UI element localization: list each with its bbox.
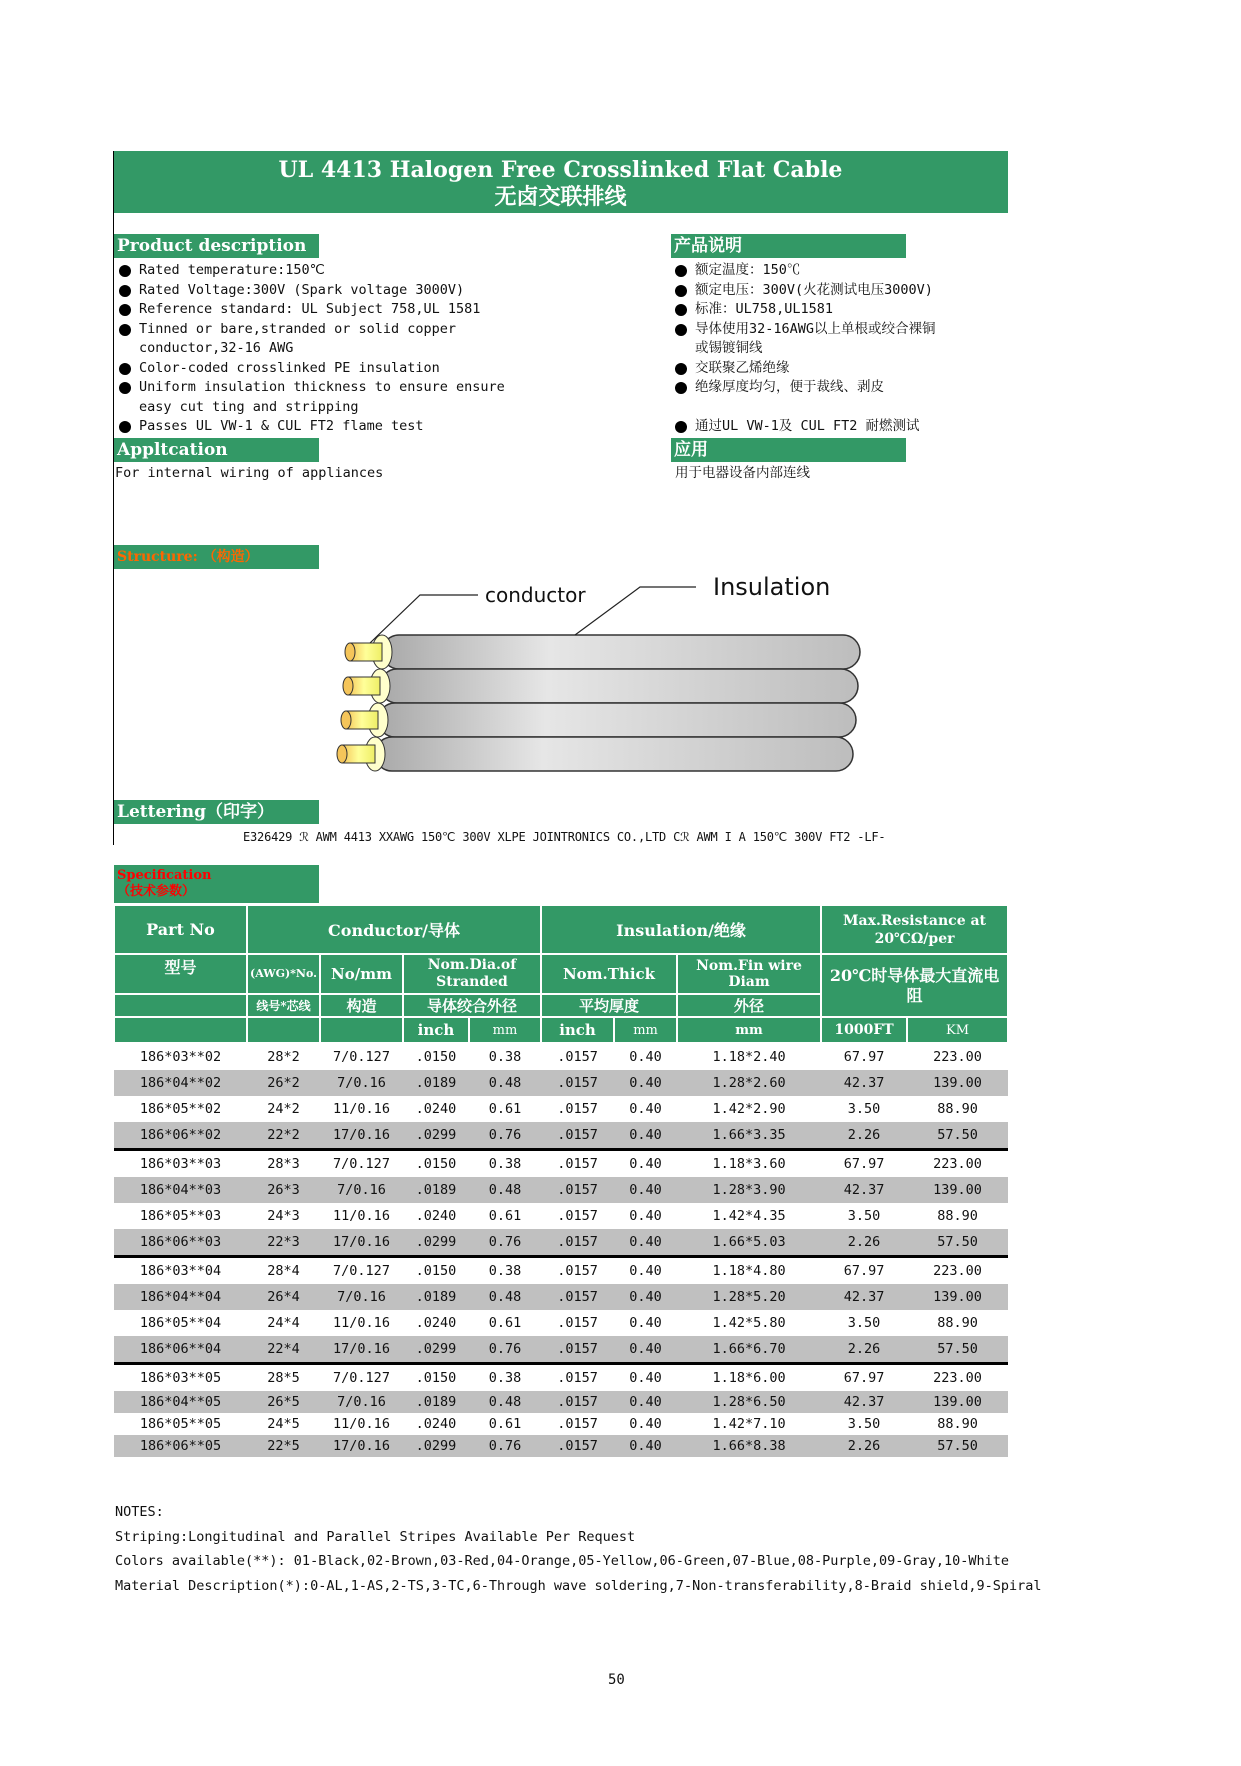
list-item-text: Rated Voltage:300V (Spark voltage 3000V)	[139, 281, 465, 298]
cell-part-no: 186*03**04	[139, 1263, 222, 1279]
cell-res-1000ft: 2.26	[821, 1435, 907, 1457]
table-row	[114, 1043, 1008, 1070]
cell-thick-inch: .0157	[557, 1416, 598, 1432]
table-row	[114, 1284, 1008, 1310]
cell-thick-inch: .0157	[541, 1070, 614, 1096]
cell-dia-inch: .0150	[415, 1156, 457, 1172]
cell-dia-mm: 0.38	[488, 1263, 522, 1279]
list-item-continuation: conductor,32-16 AWG	[139, 340, 294, 356]
structure-heading: Structure: （构造）	[114, 545, 319, 569]
application-heading: Appltcation	[114, 438, 319, 462]
cell-fin-diam: 1.28*3.90	[677, 1177, 821, 1203]
cell-dia-mm: 0.48	[469, 1391, 541, 1413]
cell-construction: 7/0.127	[333, 1263, 390, 1279]
col-nom-fin-cn: 外径	[677, 994, 821, 1017]
cell-thick-inch: .0157	[557, 1208, 598, 1224]
cell-dia-mm: 0.38	[488, 1156, 522, 1172]
list-item	[115, 359, 545, 379]
page-title-bar	[113, 151, 1008, 213]
cell-thick-inch: .0157	[557, 1101, 598, 1117]
specification-heading-cn: （技术参数）	[117, 884, 196, 899]
table-row	[114, 1203, 1008, 1229]
cell-awg-no: 22*2	[247, 1122, 320, 1150]
list-item-continuation: easy cut ting and stripping	[139, 398, 359, 415]
cell-dia-mm: 0.38	[488, 1370, 522, 1386]
cell-construction: 11/0.16	[333, 1208, 390, 1224]
table-row	[114, 1435, 1008, 1457]
cell-res-km: 57.50	[907, 1229, 1008, 1257]
table-row	[114, 1229, 1008, 1257]
cell-part-no: 186*04**05	[114, 1391, 247, 1413]
cell-dia-inch: .0189	[403, 1284, 469, 1310]
cell-part-no: 186*04**04	[114, 1284, 247, 1310]
cell-awg-no: 28*2	[267, 1049, 300, 1065]
conductor-ends	[337, 635, 392, 771]
cell-part-no: 186*06**05	[114, 1435, 247, 1457]
cell-dia-inch: .0240	[415, 1208, 457, 1224]
col-no-mm: No/mm	[320, 954, 403, 994]
unit-dia-inch: inch	[403, 1017, 469, 1043]
list-item-text: 交联聚乙烯绝缘	[695, 359, 790, 376]
specification-heading-en: Specification	[117, 868, 212, 883]
cell-res-1000ft: 2.26	[821, 1336, 907, 1364]
list-item-text: 标准：UL758,UL1581	[695, 301, 834, 317]
list-item	[671, 359, 1011, 379]
col-conductor: Conductor/导体	[247, 905, 541, 954]
cell-res-1000ft: 42.37	[821, 1177, 907, 1203]
table-row	[114, 1150, 1008, 1178]
list-item-text: Tinned or bare,stranded or solid copper	[139, 320, 456, 337]
cell-thick-inch: .0157	[557, 1370, 598, 1386]
cell-dia-mm: 0.61	[488, 1315, 522, 1331]
cell-dia-inch: .0240	[415, 1315, 457, 1331]
list-item-text: Rated temperature:150℃	[139, 262, 325, 278]
cell-awg-no: 28*3	[267, 1156, 300, 1172]
list-item-text: Color-coded crosslinked PE insulation	[139, 359, 440, 376]
unit-1000ft: 1000FT	[821, 1017, 907, 1043]
insulation-cores	[375, 635, 860, 771]
bullet-icon	[119, 382, 131, 394]
cable-structure-diagram	[330, 565, 900, 790]
cell-dia-mm: 0.48	[469, 1070, 541, 1096]
unit-blank-2	[247, 1017, 320, 1043]
list-item	[115, 300, 545, 320]
cell-thick-mm: 0.40	[614, 1391, 677, 1413]
page-number: 50	[608, 1672, 625, 1688]
conductor-label: conductor	[485, 583, 586, 607]
cell-part-no: 186*04**02	[114, 1070, 247, 1096]
note-colors: Colors available(**): 01-Black,02-Brown,03-Red,04-Orange,05-Yellow,06-Green,07-Blue,08-Purple,09-Gray,10-White	[115, 1553, 1010, 1569]
product-description-heading: Product description	[114, 234, 319, 258]
insulation-core-2	[380, 669, 858, 703]
table-row	[114, 1177, 1008, 1203]
col-max-resistance: Max.Resistance at 20℃Ω/per	[821, 905, 1008, 954]
cell-dia-inch: .0189	[403, 1391, 469, 1413]
cell-dia-mm: 0.61	[488, 1101, 522, 1117]
bullet-icon	[119, 265, 131, 277]
cell-part-no: 186*04**03	[114, 1177, 247, 1203]
insulation-core-1	[382, 635, 860, 669]
cell-res-1000ft: 3.50	[847, 1315, 881, 1331]
product-description-cn-list	[671, 261, 1011, 437]
product-description-cn-heading: 产品说明	[671, 234, 906, 258]
cell-dia-mm: 0.76	[469, 1229, 541, 1257]
cell-construction: 11/0.16	[333, 1416, 390, 1432]
list-item-text: 额定电压：300V(火花测试电压3000V)	[695, 281, 933, 298]
title-cn: 无卤交联排线	[494, 184, 627, 210]
cell-fin-diam: 1.28*2.60	[677, 1070, 821, 1096]
cell-res-km: 223.00	[933, 1156, 982, 1172]
title-en: UL 4413 Halogen Free Crosslinked Flat Cable	[278, 157, 843, 183]
cell-thick-inch: .0157	[541, 1177, 614, 1203]
list-item-continuation: 或锡镀铜线	[695, 340, 763, 356]
bullet-icon	[119, 421, 131, 433]
cell-thick-inch: .0157	[541, 1284, 614, 1310]
bullet-icon	[119, 324, 131, 336]
cell-res-1000ft: 42.37	[821, 1284, 907, 1310]
cell-thick-inch: .0157	[557, 1049, 598, 1065]
col-max-resistance-cn: 20℃时导体最大直流电阻	[821, 954, 1008, 1017]
cell-awg-no: 26*5	[247, 1391, 320, 1413]
cell-thick-inch: .0157	[557, 1315, 598, 1331]
cell-thick-mm: 0.40	[614, 1336, 677, 1364]
cell-res-1000ft: 67.97	[843, 1049, 885, 1065]
insulation-core-3	[378, 703, 856, 737]
cell-thick-mm: 0.40	[614, 1122, 677, 1150]
cell-res-1000ft: 3.50	[847, 1208, 881, 1224]
cell-thick-mm: 0.40	[629, 1263, 662, 1279]
cell-awg-no: 24*2	[267, 1101, 300, 1117]
cell-dia-inch: .0150	[415, 1370, 457, 1386]
cell-res-1000ft: 67.97	[843, 1156, 885, 1172]
insulation-leader-line	[575, 587, 696, 635]
cell-res-1000ft: 2.26	[821, 1122, 907, 1150]
cell-dia-mm: 0.48	[469, 1177, 541, 1203]
cell-res-km: 223.00	[933, 1263, 982, 1279]
cell-construction: 17/0.16	[320, 1229, 403, 1257]
cell-part-no: 186*06**04	[114, 1336, 247, 1364]
cell-thick-inch: .0157	[541, 1122, 614, 1150]
cell-fin-diam: 1.18*3.60	[712, 1156, 786, 1172]
list-item	[671, 261, 1011, 281]
cell-dia-inch: .0299	[403, 1435, 469, 1457]
cell-thick-mm: 0.40	[614, 1435, 677, 1457]
list-item	[671, 300, 1011, 320]
cell-thick-mm: 0.40	[629, 1208, 662, 1224]
cell-thick-inch: .0157	[541, 1336, 614, 1364]
specification-rows	[114, 1043, 1008, 1457]
bullet-icon	[675, 363, 687, 375]
unit-blank-3	[320, 1017, 403, 1043]
cell-part-no: 186*05**03	[139, 1208, 222, 1224]
cell-construction: 7/0.16	[320, 1177, 403, 1203]
cell-res-1000ft: 42.37	[821, 1391, 907, 1413]
list-item-text: 额定温度：150℃	[695, 262, 801, 278]
cell-construction: 11/0.16	[333, 1315, 390, 1331]
cell-thick-inch: .0157	[557, 1263, 598, 1279]
cell-construction: 11/0.16	[333, 1101, 390, 1117]
bullet-icon	[119, 285, 131, 297]
unit-blank-1	[114, 1017, 247, 1043]
list-gap	[671, 398, 1011, 418]
cell-res-km: 88.90	[937, 1416, 978, 1432]
bullet-icon	[675, 285, 687, 297]
table-row	[114, 1070, 1008, 1096]
cell-thick-mm: 0.40	[614, 1284, 677, 1310]
unit-km: KM	[907, 1017, 1008, 1043]
unit-thick-inch: inch	[541, 1017, 614, 1043]
cell-part-no: 186*06**02	[114, 1122, 247, 1150]
lettering-heading: Lettering（印字）	[114, 800, 319, 824]
cell-thick-inch: .0157	[541, 1435, 614, 1457]
col-nom-dia: Nom.Dia.of Stranded	[403, 954, 541, 994]
cell-dia-inch: .0189	[403, 1070, 469, 1096]
cell-fin-diam: 1.28*6.50	[677, 1391, 821, 1413]
cell-awg-no: 26*3	[247, 1177, 320, 1203]
bullet-icon	[119, 304, 131, 316]
cell-awg-no: 24*4	[267, 1315, 300, 1331]
table-row	[114, 1257, 1008, 1285]
insulation-core-4	[375, 737, 853, 771]
cell-dia-inch: .0150	[415, 1049, 457, 1065]
cell-fin-diam: 1.42*2.90	[712, 1101, 786, 1117]
cell-part-no: 186*05**02	[139, 1101, 222, 1117]
table-row	[114, 1096, 1008, 1122]
cell-dia-inch: .0299	[403, 1336, 469, 1364]
col-nom-thick: Nom.Thick	[541, 954, 677, 994]
cell-thick-inch: .0157	[557, 1156, 598, 1172]
cell-construction: 7/0.127	[333, 1156, 390, 1172]
cell-thick-mm: 0.40	[629, 1416, 662, 1432]
col-nom-fin: Nom.Fin wire Diam	[677, 954, 821, 994]
cell-awg-no: 26*4	[247, 1284, 320, 1310]
cell-thick-mm: 0.40	[629, 1101, 662, 1117]
note-striping: Striping:Longitudinal and Parallel Stripes Available Per Request	[115, 1528, 636, 1545]
unit-dia-mm: mm	[469, 1017, 541, 1043]
table-row	[114, 1310, 1008, 1336]
cell-res-km: 57.50	[907, 1122, 1008, 1150]
cell-part-no: 186*05**05	[139, 1416, 222, 1432]
col-awg-no-cn: 线号*芯线	[247, 994, 320, 1017]
col-part-no-cn: 型号	[114, 954, 247, 994]
col-part-no: Part No	[114, 905, 247, 954]
list-item-text: 导体使用32-16AWG以上单根或绞合裸铜	[695, 320, 936, 337]
table-row	[114, 1336, 1008, 1364]
list-item	[671, 320, 1011, 340]
notes	[115, 1500, 1042, 1598]
cell-thick-mm: 0.40	[629, 1315, 662, 1331]
cell-thick-mm: 0.40	[614, 1229, 677, 1257]
cell-dia-inch: .0299	[403, 1229, 469, 1257]
bullet-icon	[675, 421, 687, 433]
col-insulation: Insulation/绝缘	[541, 905, 821, 954]
col-nom-thick-cn: 平均厚度	[541, 994, 677, 1017]
cell-res-km: 223.00	[933, 1049, 982, 1065]
cell-construction: 7/0.16	[320, 1284, 403, 1310]
table-row	[114, 1122, 1008, 1150]
cell-res-km: 57.50	[907, 1336, 1008, 1364]
cell-res-1000ft: 67.97	[843, 1263, 885, 1279]
list-item-text: Passes UL VW-1 & CUL FT2 flame test	[139, 418, 424, 434]
cell-res-1000ft: 42.37	[821, 1070, 907, 1096]
list-item-text: Uniform insulation thickness to ensure ensure	[139, 379, 505, 395]
list-item	[115, 320, 545, 340]
table-row	[114, 1391, 1008, 1413]
cell-res-1000ft: 3.50	[847, 1416, 881, 1432]
bullet-icon	[119, 363, 131, 375]
list-item	[671, 378, 1011, 398]
cell-awg-no: 22*5	[247, 1435, 320, 1457]
cell-construction: 7/0.127	[333, 1049, 390, 1065]
col-no-mm-cn: 构造	[320, 994, 403, 1017]
cell-fin-diam: 1.42*7.10	[712, 1416, 786, 1432]
cell-awg-no: 28*5	[267, 1370, 300, 1386]
cell-awg-no: 26*2	[247, 1070, 320, 1096]
specification-table	[113, 904, 1009, 1457]
product-description-list	[115, 261, 545, 437]
cell-fin-diam: 1.66*6.70	[677, 1336, 821, 1364]
cell-awg-no: 22*3	[247, 1229, 320, 1257]
cell-res-km: 139.00	[907, 1177, 1008, 1203]
cell-res-km: 88.90	[937, 1208, 978, 1224]
cell-res-km: 139.00	[907, 1284, 1008, 1310]
cell-fin-diam: 1.66*3.35	[677, 1122, 821, 1150]
cell-awg-no: 28*4	[267, 1263, 300, 1279]
list-item	[671, 417, 1011, 437]
cell-fin-diam: 1.28*5.20	[677, 1284, 821, 1310]
cell-dia-mm: 0.61	[488, 1208, 522, 1224]
cell-thick-inch: .0157	[541, 1391, 614, 1413]
table-row	[114, 1364, 1008, 1392]
notes-heading: NOTES:	[115, 1504, 164, 1520]
cell-dia-mm: 0.61	[488, 1416, 522, 1432]
cell-construction: 7/0.127	[333, 1370, 390, 1386]
cell-awg-no: 24*5	[267, 1416, 300, 1432]
application-text: For internal wiring of appliances	[115, 465, 384, 481]
cell-thick-mm: 0.40	[629, 1049, 662, 1065]
col-nom-dia-cn: 导体绞合外径	[403, 994, 541, 1017]
cell-res-km: 88.90	[937, 1315, 978, 1331]
table-row	[114, 1413, 1008, 1435]
cell-res-km: 88.90	[937, 1101, 978, 1117]
cell-res-km: 57.50	[907, 1435, 1008, 1457]
cell-part-no: 186*03**03	[139, 1156, 222, 1172]
cell-construction: 7/0.16	[320, 1391, 403, 1413]
cell-dia-inch: .0240	[415, 1101, 457, 1117]
cell-res-1000ft: 2.26	[821, 1229, 907, 1257]
cell-thick-inch: .0157	[541, 1229, 614, 1257]
application-cn-text: 用于电器设备内部连线	[675, 465, 810, 481]
cell-construction: 7/0.16	[320, 1070, 403, 1096]
cell-construction: 17/0.16	[320, 1435, 403, 1457]
cell-fin-diam: 1.18*6.00	[712, 1370, 786, 1386]
cell-part-no: 186*03**05	[139, 1370, 222, 1386]
cell-dia-inch: .0240	[415, 1416, 457, 1432]
cell-fin-diam: 1.18*4.80	[712, 1263, 786, 1279]
lettering-text: E326429 ℛ AWM 4413 XXAWG 150℃ 300V XLPE JOINTRONICS CO.,LTD Cℛ AWM I A 150℃ 300V FT2 -LF-	[243, 830, 886, 844]
cell-res-km: 139.00	[907, 1391, 1008, 1413]
list-item-text: 通过UL VW-1及 CUL FT2 耐燃测试	[695, 418, 920, 434]
cell-res-km: 223.00	[933, 1370, 982, 1386]
cell-fin-diam: 1.18*2.40	[712, 1049, 786, 1065]
unit-fin-mm: mm	[677, 1017, 821, 1043]
list-item	[115, 378, 545, 398]
cell-part-no: 186*06**03	[114, 1229, 247, 1257]
cell-fin-diam: 1.66*5.03	[677, 1229, 821, 1257]
cell-thick-mm: 0.40	[629, 1156, 662, 1172]
bullet-icon	[675, 304, 687, 316]
bullet-icon	[675, 324, 687, 336]
bullet-icon	[675, 382, 687, 394]
cell-dia-inch: .0299	[403, 1122, 469, 1150]
cell-awg-no: 24*3	[267, 1208, 300, 1224]
cell-dia-mm: 0.76	[469, 1336, 541, 1364]
cell-res-1000ft: 67.97	[843, 1370, 885, 1386]
insulation-label: Insulation	[713, 573, 831, 601]
cell-fin-diam: 1.42*5.80	[712, 1315, 786, 1331]
col-part-no-blank	[114, 994, 247, 1017]
list-item-text: Reference standard: UL Subject 758,UL 1581	[139, 301, 481, 317]
list-item	[671, 281, 1011, 301]
cell-res-1000ft: 3.50	[847, 1101, 881, 1117]
list-item-text: 绝缘厚度均匀，便于裁线、剥皮	[695, 379, 884, 395]
unit-thick-mm: mm	[614, 1017, 677, 1043]
cell-thick-mm: 0.40	[614, 1177, 677, 1203]
cell-thick-mm: 0.40	[614, 1070, 677, 1096]
cell-construction: 17/0.16	[320, 1336, 403, 1364]
list-item	[115, 281, 545, 301]
specification-heading	[114, 865, 319, 903]
application-cn-heading: 应用	[671, 438, 906, 462]
cell-dia-mm: 0.38	[488, 1049, 522, 1065]
cell-part-no: 186*05**04	[139, 1315, 222, 1331]
cell-construction: 17/0.16	[320, 1122, 403, 1150]
cell-dia-mm: 0.48	[469, 1284, 541, 1310]
cell-dia-mm: 0.76	[469, 1435, 541, 1457]
list-item	[115, 417, 545, 437]
list-item	[115, 261, 545, 281]
cell-fin-diam: 1.66*8.38	[677, 1435, 821, 1457]
cell-fin-diam: 1.42*4.35	[712, 1208, 786, 1224]
cell-dia-inch: .0150	[415, 1263, 457, 1279]
cell-res-km: 139.00	[907, 1070, 1008, 1096]
col-awg-no: (AWG)*No.	[247, 954, 320, 994]
bullet-icon	[675, 265, 687, 277]
note-material: Material Description(*):0-AL,1-AS,2-TS,3-TC,6-Through wave soldering,7-Non-transferability,8-Braid shield,9-Spiral	[115, 1577, 1042, 1594]
cell-dia-inch: .0189	[403, 1177, 469, 1203]
cell-dia-mm: 0.76	[469, 1122, 541, 1150]
cell-awg-no: 22*4	[247, 1336, 320, 1364]
cell-thick-mm: 0.40	[629, 1370, 662, 1386]
cell-part-no: 186*03**02	[139, 1049, 222, 1065]
